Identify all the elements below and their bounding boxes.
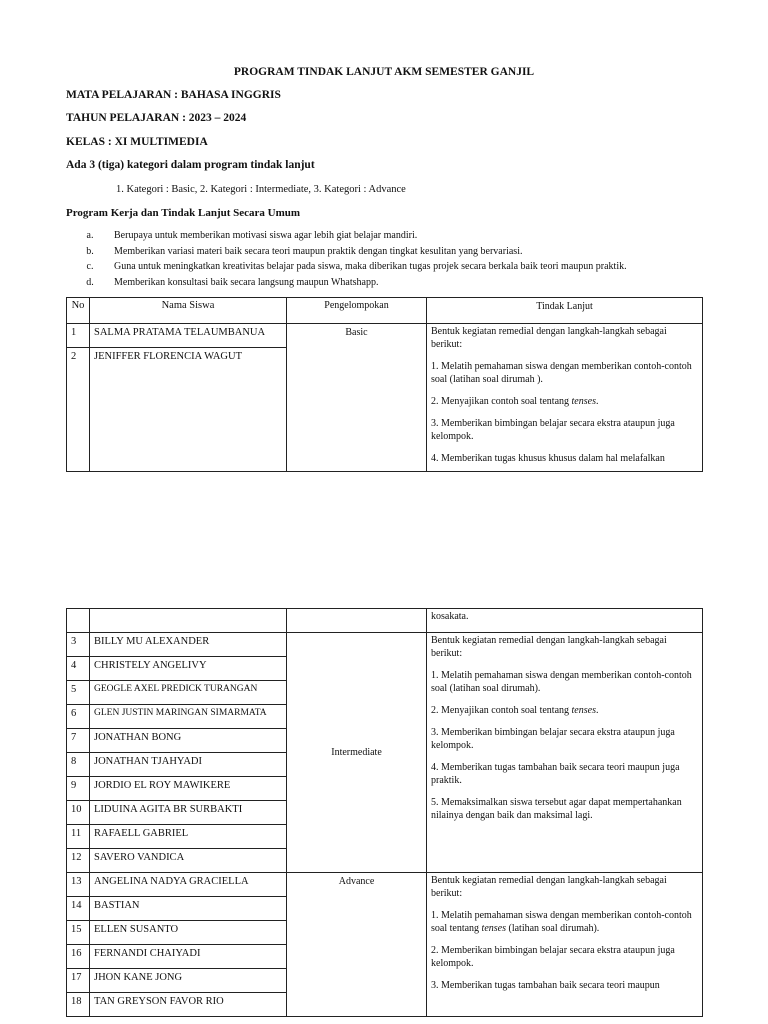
table-row xyxy=(67,633,703,657)
action-cell xyxy=(427,324,703,472)
action-continued: kosakata. xyxy=(427,609,703,633)
group-cell: Intermediate xyxy=(287,633,427,873)
row-no: 17 xyxy=(67,969,90,993)
student-name: FERNANDI CHAIYADI xyxy=(90,945,287,969)
action-text: 2. Menyajikan contoh soal tentang xyxy=(431,705,572,716)
student-name: CHRISTELY ANGELIVY xyxy=(90,657,287,681)
program-heading: Program Kerja dan Tindak Lanjut Secara Umum xyxy=(66,207,301,219)
row-no: 11 xyxy=(67,825,90,849)
list-marker: c. xyxy=(86,261,94,272)
action-step: 2. Memberikan bimbingan belajar secara ekstra ataupun juga kelompok. xyxy=(431,945,675,969)
row-no: 18 xyxy=(67,993,90,1017)
row-no: 5 xyxy=(67,681,90,705)
student-name: JONATHAN TJAHYADI xyxy=(90,753,287,777)
categories-list: 1. Kategori : Basic, 2. Kategori : Intermediate, 3. Kategori : Advance xyxy=(116,184,406,195)
row-no: 7 xyxy=(67,729,90,753)
student-name: TAN GREYSON FAVOR RIO xyxy=(90,993,287,1017)
student-name: SALMA PRATAMA TELAUMBANUA xyxy=(90,324,287,348)
action-step: 3. Memberikan bimbingan belajar secara ekstra ataupun juga kelompok. xyxy=(431,418,675,442)
action-cell xyxy=(427,873,703,1017)
row-no: 9 xyxy=(67,777,90,801)
student-name: ANGELINA NADYA GRACIELLA xyxy=(90,873,287,897)
student-name: RAFAELL GABRIEL xyxy=(90,825,287,849)
list-marker: b. xyxy=(86,245,94,257)
program-item-text: Guna untuk meningkatkan kreativitas belajar pada siswa, maka diberikan tugas projek secara berkala baik teori maupun praktik. xyxy=(114,261,627,272)
header-no: No xyxy=(67,298,90,324)
row-no: 8 xyxy=(67,753,90,777)
action-intro: Bentuk kegiatan remedial dengan langkah-langkah sebagai berikut: xyxy=(431,326,667,350)
student-name: JONATHAN BONG xyxy=(90,729,287,753)
program-item xyxy=(66,259,627,275)
student-name: ELLEN SUSANTO xyxy=(90,921,287,945)
class-line: KELAS : XI MULTIMEDIA xyxy=(66,136,208,148)
student-name: LIDUINA AGITA BR SURBAKTI xyxy=(90,801,287,825)
follow-up-table-page2 xyxy=(66,608,703,1017)
student-name-empty xyxy=(90,609,287,633)
program-list xyxy=(66,228,627,290)
categories-intro: Ada 3 (tiga) kategori dalam program tindak lanjut xyxy=(66,159,315,171)
table-row xyxy=(67,324,703,348)
action-text: . xyxy=(595,705,599,716)
follow-up-table-page1 xyxy=(66,297,703,472)
row-no: 12 xyxy=(67,849,90,873)
student-name: GEOGLE AXEL PREDICK TURANGAN xyxy=(90,681,287,705)
row-no-empty xyxy=(67,609,90,633)
action-cell xyxy=(427,633,703,873)
action-step: 3. Memberikan tugas tambahan baik secara teori maupun xyxy=(431,980,660,991)
action-step xyxy=(431,909,698,935)
student-name: JORDIO EL ROY MAWIKERE xyxy=(90,777,287,801)
document-title: PROGRAM TINDAK LANJUT AKM SEMESTER GANJIL xyxy=(233,66,535,78)
row-no: 2 xyxy=(67,348,90,472)
program-item-text: Berupaya untuk memberikan motivasi siswa agar lebih giat belajar mandiri. xyxy=(114,230,418,241)
subject-line: MATA PELAJARAN : BAHASA INGGRIS xyxy=(66,89,281,101)
table-row-continued xyxy=(67,609,703,633)
table-row xyxy=(67,873,703,897)
action-text: 1. Melatih pemahaman siswa dengan memberikan contoh-contoh soal tentang xyxy=(431,910,692,934)
row-no: 10 xyxy=(67,801,90,825)
action-text: 2. Menyajikan contoh soal tentang xyxy=(431,396,572,407)
row-no: 13 xyxy=(67,873,90,897)
table-header-row xyxy=(67,298,703,324)
list-marker: a. xyxy=(86,230,94,241)
action-step: 4. Memberikan tugas khusus khusus dalam hal melafalkan xyxy=(431,453,665,464)
action-step: 3. Memberikan bimbingan belajar secara ekstra ataupun juga kelompok. xyxy=(431,727,675,751)
program-item-text: Memberikan konsultasi baik secara langsung maupun Whatshapp. xyxy=(114,276,379,288)
group-cell-empty xyxy=(287,609,427,633)
action-intro: Bentuk kegiatan remedial dengan langkah-langkah sebagai berikut: xyxy=(431,875,667,899)
student-name: JHON KANE JONG xyxy=(90,969,287,993)
student-name: BILLY MU ALEXANDER xyxy=(90,633,287,657)
row-no: 15 xyxy=(67,921,90,945)
action-step: 1. Melatih pemahaman siswa dengan memberikan contoh-contoh soal (latihan soal dirumah). xyxy=(431,670,692,694)
header-action: Tindak Lanjut xyxy=(427,298,703,324)
header-name: Nama Siswa xyxy=(90,298,287,324)
year-line: TAHUN PELAJARAN : 2023 – 2024 xyxy=(66,112,247,124)
row-no: 14 xyxy=(67,897,90,921)
action-step: 5. Memaksimalkan siswa tersebut agar dapat mempertahankan nilainya dengan baik dan maksimal lagi. xyxy=(431,797,682,821)
group-cell: Advance xyxy=(287,873,427,1017)
action-emphasis: tenses xyxy=(571,705,596,716)
action-step xyxy=(431,395,698,408)
student-name: JENIFFER FLORENCIA WAGUT xyxy=(90,348,287,472)
program-item xyxy=(66,228,627,244)
action-step xyxy=(431,704,698,717)
row-no: 16 xyxy=(67,945,90,969)
row-no: 6 xyxy=(67,705,90,729)
action-emphasis: tenses xyxy=(481,923,506,934)
header-group: Pengelompokan xyxy=(287,298,427,324)
student-name: BASTIAN xyxy=(90,897,287,921)
action-text: (latihan soal dirumah). xyxy=(506,923,600,934)
program-item xyxy=(66,244,627,260)
list-marker: d. xyxy=(86,276,94,288)
program-item-text: Memberikan variasi materi baik secara teori maupun praktik dengan tingkat kesulitan yang bervariasi. xyxy=(114,245,523,257)
row-no: 1 xyxy=(67,324,90,348)
student-name: SAVERO VANDICA xyxy=(90,849,287,873)
action-step: 4. Memberikan tugas tambahan baik secara teori maupun juga praktik. xyxy=(431,762,680,786)
row-no: 3 xyxy=(67,633,90,657)
action-step: 1. Melatih pemahaman siswa dengan memberikan contoh-contoh soal (latihan soal dirumah ). xyxy=(431,361,692,385)
program-item xyxy=(66,275,627,291)
action-intro: Bentuk kegiatan remedial dengan langkah-langkah sebagai berikut: xyxy=(431,635,667,659)
group-cell: Basic xyxy=(287,324,427,472)
row-no: 4 xyxy=(67,657,90,681)
action-text: . xyxy=(595,396,599,407)
student-name: GLEN JUSTIN MARINGAN SIMARMATA xyxy=(90,705,287,729)
action-emphasis: tenses xyxy=(571,396,596,407)
